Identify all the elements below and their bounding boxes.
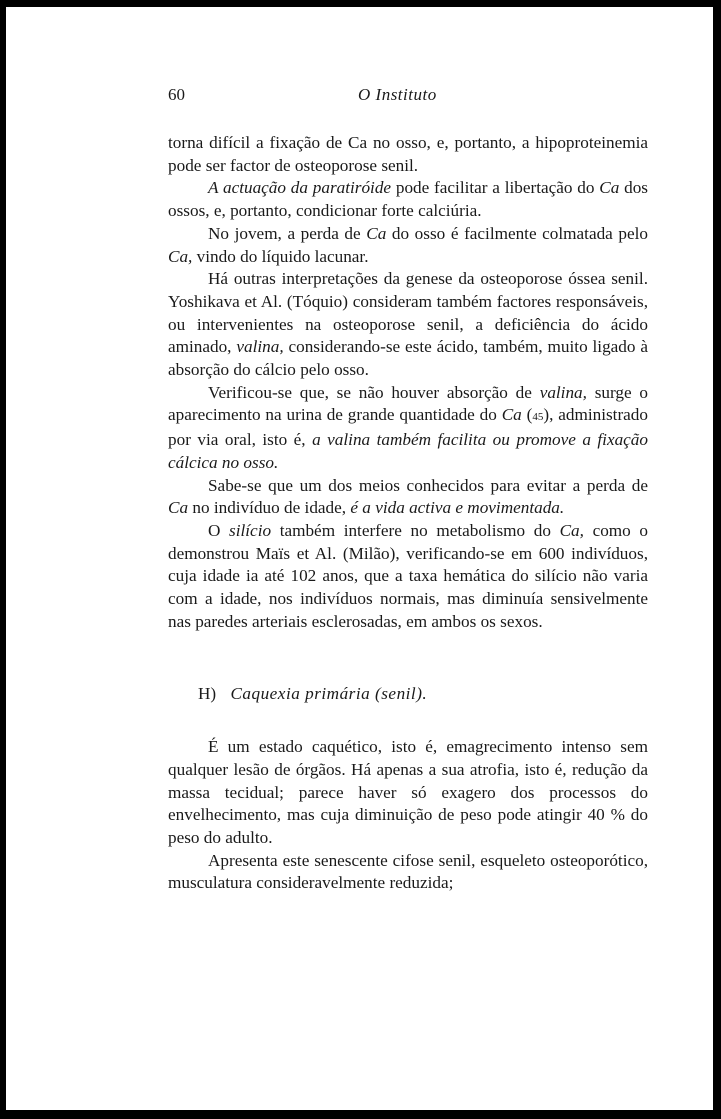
running-title: O Instituto bbox=[358, 85, 437, 104]
section-letter: H) bbox=[198, 684, 217, 704]
paragraph-7: O silício também interfere no metabolismo do Ca, como o demonstrou Maïs et Al. (Milão), verificando-se em 600 indivíduos, cuja idade ia até 102 anos, que a taxa hemática do silício não varia com a idade, nos indivíduos normais, mas diminuía sensivelmente nas paredes arteriais esclerosadas, em ambos os sexos. bbox=[168, 520, 648, 631]
paragraph-1: torna difícil a fixação de Ca no osso, e, portanto, a hipoproteinemia pode ser factor de osteoporose senil. bbox=[168, 133, 648, 175]
section-paragraph-2: Apresenta este senescente cifose senil, esqueleto osteoporótico, musculatura consideravelmente reduzida; bbox=[168, 850, 648, 893]
section-title: Caquexia primária (senil). bbox=[230, 684, 428, 704]
page-number: 60 bbox=[168, 85, 185, 104]
body-text bbox=[168, 132, 648, 895]
section-heading bbox=[198, 683, 648, 706]
section-paragraph-1: É um estado caquético, isto é, emagrecimento intenso sem qualquer lesão de órgãos. Há apenas a sua atrofia, isto é, redução da massa tecidual; parece haver só exagero dos processos do envelhecimento, mas cuja diminuição de peso pode atingir 40 % do peso do adulto. bbox=[168, 737, 648, 847]
page bbox=[6, 7, 713, 1110]
paragraph-2: A actuação da paratiróide pode facilitar a libertação do Ca dos ossos, e, portanto, condicionar forte calciúria. bbox=[168, 178, 648, 221]
paragraph-3: No jovem, a perda de Ca do osso é facilmente colmatada pelo Ca, vindo do líquido lacunar. bbox=[168, 223, 648, 266]
paragraph-6: Sabe-se que um dos meios conhecidos para evitar a perda de Ca no indivíduo de idade, é a vida activa e movimentada. bbox=[168, 475, 648, 518]
reference-number: 45 bbox=[532, 411, 544, 424]
page-header bbox=[168, 85, 648, 109]
paragraph-4: Há outras interpretações da genese da osteoporose óssea senil. Yoshikava et Al. (Tóquio) consideram também factores responsáveis, ou intervenientes na osteoporose senil, a deficiência do ácido aminado, valina, considerando-se este ácido, também, muito ligado à absorção do cálcio pelo osso. bbox=[168, 269, 648, 380]
paragraph-5: Verificou-se que, se não houver absorção de valina, surge o aparecimento na urina de grande quantidade do Ca (45), administrado por via oral, isto é, a valina também facilita ou promove a fixação cálcica no osso. bbox=[168, 382, 649, 472]
